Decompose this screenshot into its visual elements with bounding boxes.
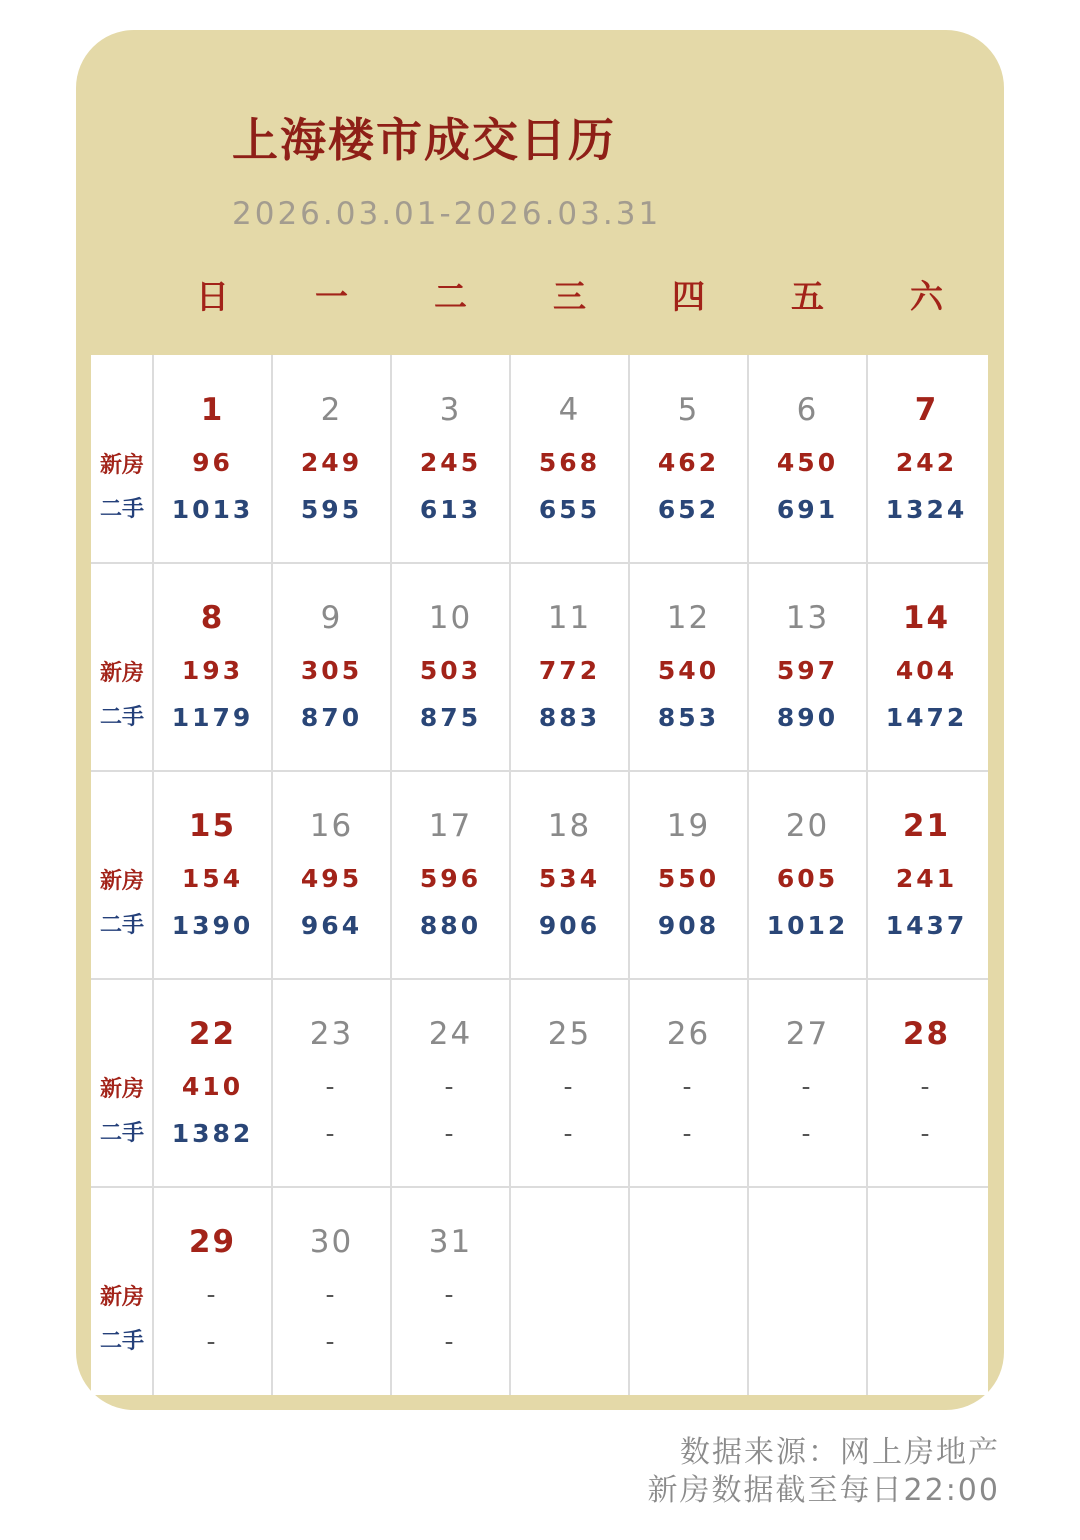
second-hand-count: 1012 xyxy=(766,911,849,940)
calendar-day-cell xyxy=(510,355,629,563)
new-home-count: 596 xyxy=(419,864,482,893)
new-home-count: 503 xyxy=(419,656,482,685)
day-number: 10 xyxy=(428,600,473,636)
day-number: 16 xyxy=(309,808,354,844)
second-hand-count: - xyxy=(444,1119,457,1148)
new-home-count: 550 xyxy=(657,864,720,893)
calendar-day-cell xyxy=(867,563,986,771)
second-hand-count: 691 xyxy=(776,495,839,524)
calendar-day-cell xyxy=(391,355,510,563)
calendar-day-cell xyxy=(629,355,748,563)
new-home-count: - xyxy=(444,1072,457,1101)
row-label-new-home: 新房 xyxy=(99,869,144,894)
day-number: 21 xyxy=(902,808,951,844)
day-number: 1 xyxy=(200,392,225,428)
day-number: 9 xyxy=(320,600,343,636)
calendar-day-cell xyxy=(629,979,748,1187)
day-number: 3 xyxy=(439,392,462,428)
calendar-day-cell xyxy=(867,771,986,979)
new-home-count: 410 xyxy=(181,1072,244,1101)
day-number: 2 xyxy=(320,392,343,428)
second-hand-count: 1472 xyxy=(885,703,968,732)
day-number: 22 xyxy=(188,1016,237,1052)
day-number: 30 xyxy=(309,1224,354,1260)
day-number: 4 xyxy=(558,392,581,428)
calendar-day-cell xyxy=(153,563,272,771)
calendar-day-cell xyxy=(272,771,391,979)
second-hand-count: - xyxy=(206,1327,219,1356)
day-number: 25 xyxy=(547,1016,592,1052)
day-number: 7 xyxy=(914,392,939,428)
new-home-count: 568 xyxy=(538,448,601,477)
second-hand-count: - xyxy=(682,1119,695,1148)
weekday-6: 六 xyxy=(910,277,943,316)
new-home-count: 245 xyxy=(419,448,482,477)
new-home-count: 96 xyxy=(192,448,233,477)
calendar-day-cell xyxy=(510,771,629,979)
second-hand-count: 890 xyxy=(776,703,839,732)
row-label-new-home: 新房 xyxy=(99,1077,144,1102)
new-home-count: 193 xyxy=(181,656,244,685)
calendar-day-cell xyxy=(153,355,272,563)
new-home-count: - xyxy=(920,1072,933,1101)
new-home-count: 242 xyxy=(895,448,958,477)
day-number: 23 xyxy=(309,1016,354,1052)
second-hand-count: 964 xyxy=(300,911,363,940)
second-hand-count: 1382 xyxy=(171,1119,254,1148)
new-home-count: - xyxy=(325,1072,338,1101)
day-number: 31 xyxy=(428,1224,473,1260)
row-label-second-hand: 二手 xyxy=(99,913,144,938)
row-label-second-hand: 二手 xyxy=(99,1329,144,1354)
new-home-count: 495 xyxy=(300,864,363,893)
calendar-day-cell xyxy=(272,1187,391,1395)
calendar-day-cell xyxy=(629,563,748,771)
second-hand-count: - xyxy=(325,1327,338,1356)
calendar-grid xyxy=(91,355,988,1395)
day-number: 24 xyxy=(428,1016,473,1052)
calendar-day-cell xyxy=(867,979,986,1187)
second-hand-count: 1179 xyxy=(171,703,254,732)
calendar-day-cell xyxy=(748,355,867,563)
calendar-day-cell xyxy=(153,1187,272,1395)
day-number: 28 xyxy=(902,1016,951,1052)
second-hand-count: 853 xyxy=(657,703,720,732)
second-hand-count: 1013 xyxy=(171,495,254,524)
day-number: 19 xyxy=(666,808,711,844)
calendar-day-cell xyxy=(510,563,629,771)
row-label-new-home: 新房 xyxy=(99,1285,144,1310)
new-home-count: - xyxy=(682,1072,695,1101)
second-hand-count: - xyxy=(801,1119,814,1148)
second-hand-count: 655 xyxy=(538,495,601,524)
new-home-count: - xyxy=(206,1280,219,1309)
day-number: 8 xyxy=(200,600,225,636)
second-hand-count: 1390 xyxy=(171,911,254,940)
weekday-1: 一 xyxy=(315,277,348,316)
new-home-count: 597 xyxy=(776,656,839,685)
second-hand-count: 613 xyxy=(419,495,482,524)
calendar-day-cell xyxy=(391,979,510,1187)
second-hand-count: 870 xyxy=(300,703,363,732)
day-number: 13 xyxy=(785,600,830,636)
calendar-day-cell xyxy=(629,771,748,979)
new-home-count: 249 xyxy=(300,448,363,477)
row-label-second-hand: 二手 xyxy=(99,497,144,522)
new-home-count: 534 xyxy=(538,864,601,893)
second-hand-count: 595 xyxy=(300,495,363,524)
calendar-day-cell xyxy=(391,563,510,771)
new-home-count: 305 xyxy=(300,656,363,685)
day-number: 12 xyxy=(666,600,711,636)
day-number: 11 xyxy=(547,600,592,636)
row-label-second-hand: 二手 xyxy=(99,705,144,730)
weekday-3: 三 xyxy=(553,277,586,316)
day-number: 15 xyxy=(188,808,237,844)
calendar-day-cell xyxy=(748,563,867,771)
day-number: 17 xyxy=(428,808,473,844)
date-range: 2026.03.01-2026.03.31 xyxy=(232,196,662,232)
second-hand-count: 875 xyxy=(419,703,482,732)
calendar-day-cell xyxy=(510,979,629,1187)
weekday-5: 五 xyxy=(791,277,824,316)
weekday-0: 日 xyxy=(196,277,229,316)
new-home-count: - xyxy=(563,1072,576,1101)
day-number: 5 xyxy=(677,392,700,428)
new-home-count: 540 xyxy=(657,656,720,685)
new-home-count: - xyxy=(325,1280,338,1309)
new-home-count: - xyxy=(444,1280,457,1309)
day-number: 14 xyxy=(902,600,951,636)
new-home-count: - xyxy=(801,1072,814,1101)
new-home-count: 772 xyxy=(538,656,601,685)
row-label-new-home: 新房 xyxy=(99,661,144,686)
calendar-day-cell xyxy=(153,979,272,1187)
second-hand-count: 883 xyxy=(538,703,601,732)
calendar-day-cell xyxy=(391,771,510,979)
footer-source: 数据来源：网上房地产 xyxy=(680,1435,1000,1470)
calendar-day-cell xyxy=(153,771,272,979)
new-home-count: 404 xyxy=(895,656,958,685)
second-hand-count: - xyxy=(444,1327,457,1356)
calendar-day-cell xyxy=(272,563,391,771)
weekday-4: 四 xyxy=(672,277,705,316)
weekday-2: 二 xyxy=(434,277,467,316)
new-home-count: 462 xyxy=(657,448,720,477)
second-hand-count: 652 xyxy=(657,495,720,524)
second-hand-count: 908 xyxy=(657,911,720,940)
row-label-new-home: 新房 xyxy=(99,453,144,478)
second-hand-count: 1324 xyxy=(885,495,968,524)
footer-note: 新房数据截至每日22:00 xyxy=(647,1473,1000,1508)
second-hand-count: 880 xyxy=(419,911,482,940)
day-number: 18 xyxy=(547,808,592,844)
calendar-day-cell xyxy=(272,979,391,1187)
calendar-day-cell xyxy=(867,355,986,563)
calendar-day-cell xyxy=(748,979,867,1187)
day-number: 29 xyxy=(188,1224,237,1260)
calendar-day-cell xyxy=(391,1187,510,1395)
calendar-day-cell xyxy=(272,355,391,563)
second-hand-count: 1437 xyxy=(885,911,968,940)
new-home-count: 450 xyxy=(776,448,839,477)
day-number: 26 xyxy=(666,1016,711,1052)
second-hand-count: - xyxy=(563,1119,576,1148)
day-number: 6 xyxy=(796,392,819,428)
page-title: 上海楼市成交日历 xyxy=(232,113,616,167)
day-number: 20 xyxy=(785,808,830,844)
new-home-count: 154 xyxy=(181,864,244,893)
day-number: 27 xyxy=(785,1016,830,1052)
calendar-day-cell xyxy=(748,771,867,979)
second-hand-count: - xyxy=(325,1119,338,1148)
row-label-second-hand: 二手 xyxy=(99,1121,144,1146)
second-hand-count: - xyxy=(920,1119,933,1148)
second-hand-count: 906 xyxy=(538,911,601,940)
new-home-count: 605 xyxy=(776,864,839,893)
new-home-count: 241 xyxy=(895,864,958,893)
